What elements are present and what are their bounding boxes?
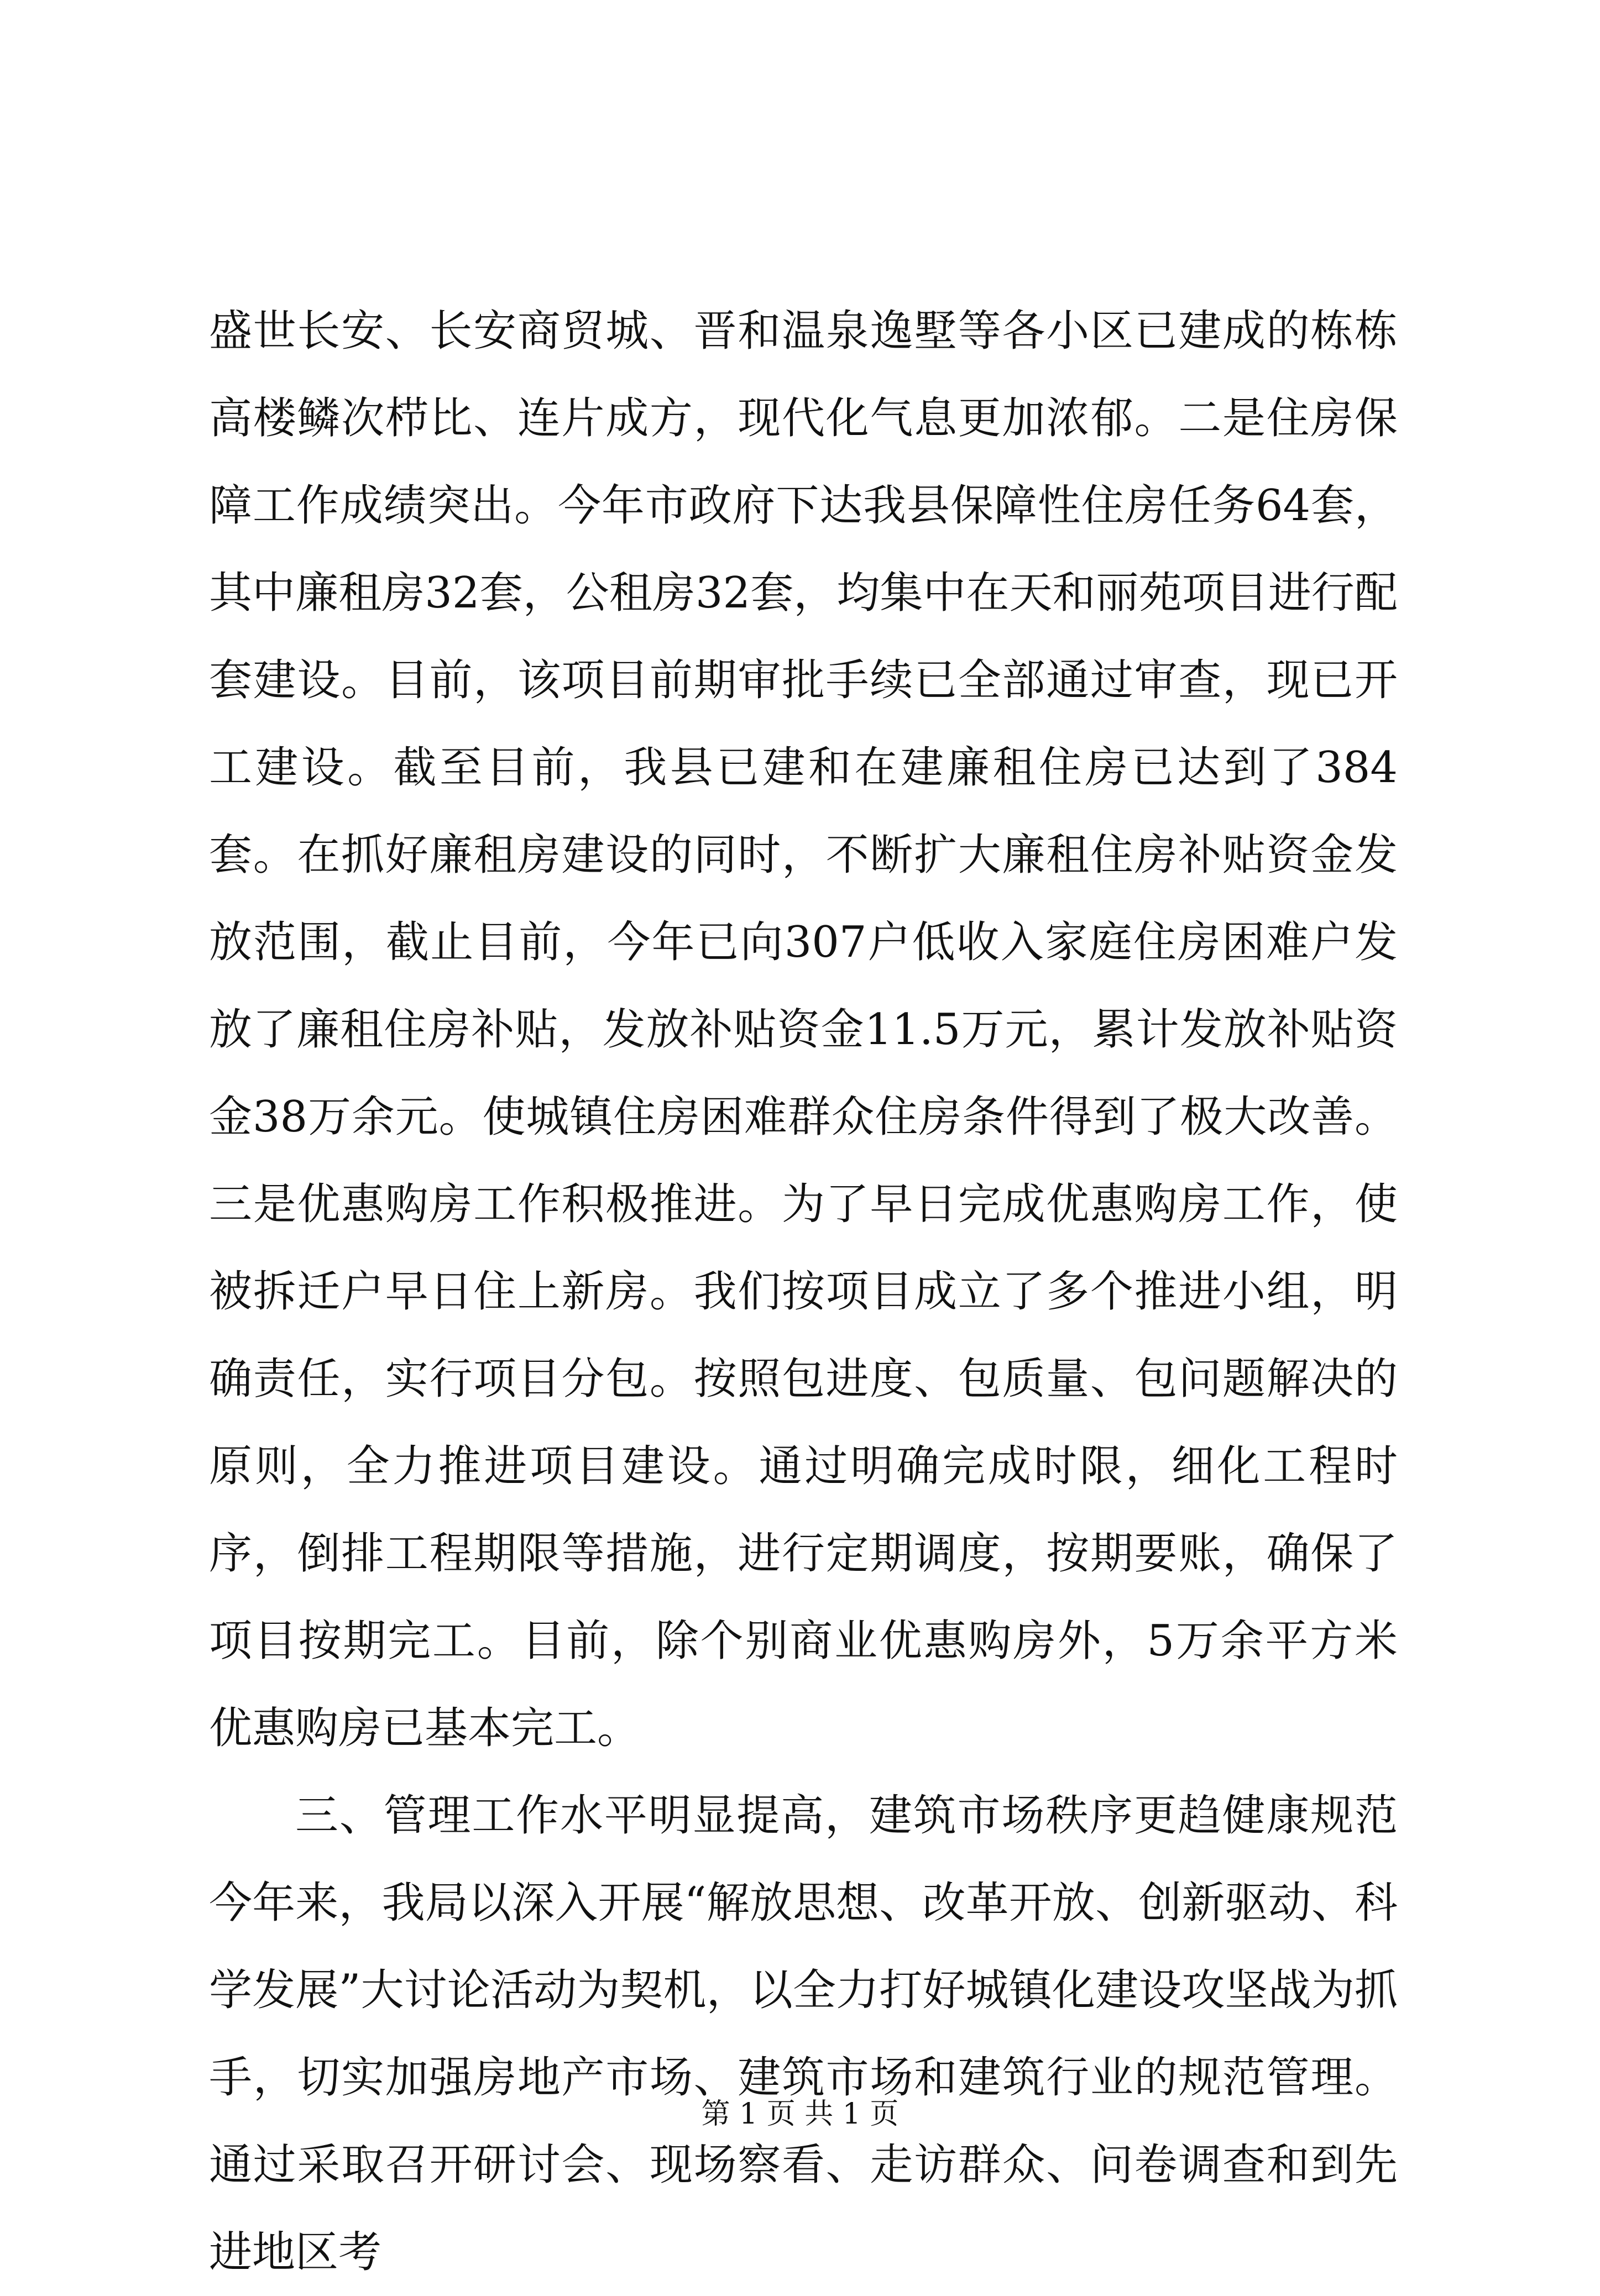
paragraph-management-section: 三、管理工作水平明显提高，建筑市场秩序更趋健康规范今年来，我局以深入开展“解放思想、改革开放、创新驱动、科学发展”大讨论活动为契机，以全力打好城镇化建设攻坚战为抓手，切实加强房地产市场、建筑市场和建筑行业的规范管理。通过采取召开研讨会、现场察看、走访群众、问卷调查和到先进地区考 (209, 1791, 1398, 2277)
document-body (209, 287, 1398, 2296)
paragraph-housing-progress: 盛世长安、长安商贸城、晋和温泉逸墅等各小区已建成的栋栋高楼鳞次栉比、连片成方，现代化气息更加浓郁。二是住房保障工作成绩突出。今年市政府下达我县保障性住房任务64套，其中廉租房32套，公租房32套，均集中在天和丽苑项目进行配套建设。目前，该项目前期审批手续已全部通过审查，现已开工建设。截至目前，我县已建和在建廉租住房已达到了384套。在抓好廉租房建设的同时，不断扩大廉租住房补贴资金发放范围，截止目前，今年已向307户低收入家庭住房困难户发放了廉租住房补贴，发放补贴资金11.5万元，累计发放补贴资金38万余元。使城镇住房困难群众住房条件得到了极大改善。三是优惠购房工作积极推进。为了早日完成优惠购房工作，使被拆迁户早日住上新房。我们按项目成立了多个推进小组，明确责任，实行项目分包。按照包进度、包质量、包问题解决的原则，全力推进项目建设。通过明确完成时限，细化工程时序，倒排工程期限等措施，进行定期调度，按期要账，确保了项目按期完工。目前，除个别商业优惠购房外，5万余平方米优惠购房已基本完工。 (209, 306, 1398, 1753)
page-footer (0, 2095, 1600, 2134)
page-number-label: 第 1 页 共 1 页 (701, 2098, 899, 2131)
